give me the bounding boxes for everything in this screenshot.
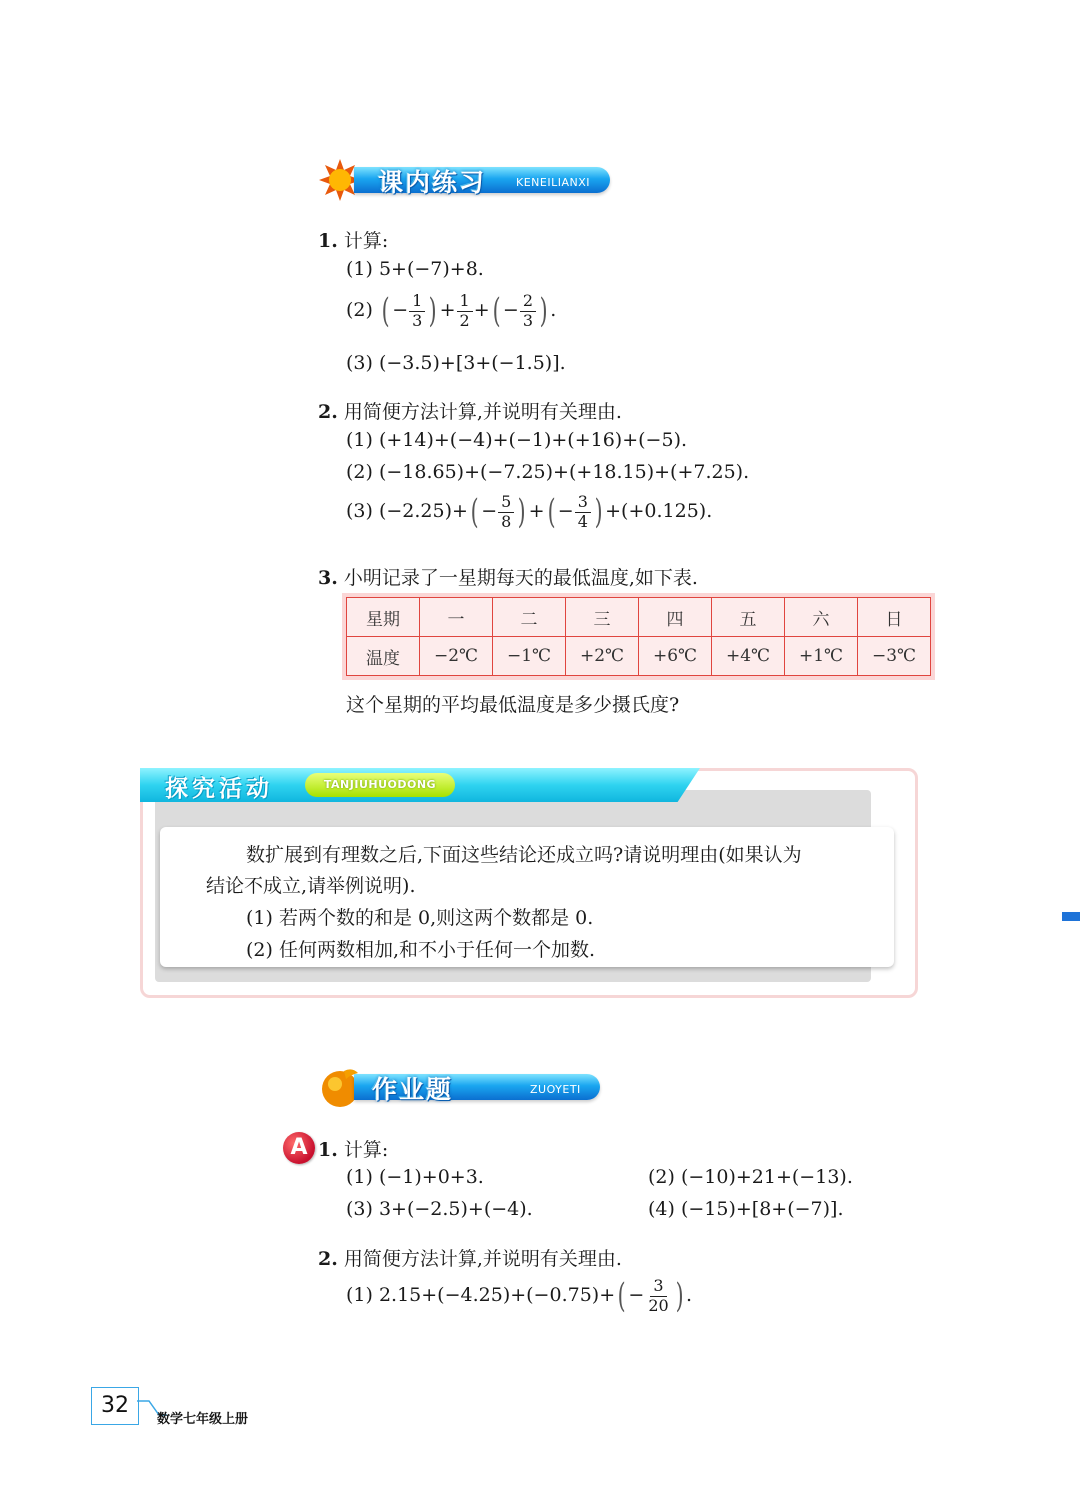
temperature-table <box>346 597 931 676</box>
activity-line-2: 结论不成立,请举例说明). <box>206 875 416 897</box>
exercise-2 <box>318 397 622 424</box>
question-number: 2. <box>318 401 338 423</box>
table-cell: +4℃ <box>712 637 785 676</box>
fraction: $\frac{2}{3}$ <box>520 292 536 330</box>
activity-subtitle: TANJIUHUODONG <box>305 773 455 797</box>
table-row <box>347 637 931 676</box>
level-a-badge: A <box>283 1132 315 1164</box>
book-title: 数学七年级上册 <box>157 1412 249 1427</box>
exercise-2-item-1: (1) (+14)+(−4)+(−1)+(+16)+(−5). <box>346 429 688 451</box>
fraction: $\frac{5}{8}$ <box>498 493 514 531</box>
section-banner-zuoyeti <box>318 1070 603 1104</box>
table-cell: 星期 <box>347 598 420 637</box>
homework-1-item-1: (1) (−1)+0+3. <box>346 1166 484 1188</box>
table-row <box>347 598 931 637</box>
activity-line-4: (2) 任何两数相加,和不小于任何一个加数. <box>246 939 596 961</box>
section-subtitle: ZUOYETI <box>530 1083 581 1096</box>
table-cell: +6℃ <box>639 637 712 676</box>
section-subtitle: KENEILIANXI <box>516 176 590 189</box>
exercise-1-item-2: (2) ( − $\frac{1}{3}$ ) + $\frac{1}{2}$ +( − $\frac{2}{3}$ ) . <box>346 291 557 331</box>
exercise-3 <box>318 563 698 590</box>
homework-1-item-3: (3) 3+(−2.5)+(−4). <box>346 1198 533 1220</box>
table-cell: +1℃ <box>785 637 858 676</box>
exercise-1-item-1: (1) 5+(−7)+8. <box>346 258 484 280</box>
exercise-2-item-3: (3) (−2.25)+( − $\frac{5}{8}$ ) +( − $\frac{3}{4}$ ) +(+0.125). <box>346 492 713 532</box>
homework-2 <box>318 1244 622 1271</box>
table-cell: 二 <box>493 598 566 637</box>
table-cell: 三 <box>566 598 639 637</box>
table-cell: −3℃ <box>858 637 931 676</box>
item-label: (2) <box>346 299 379 321</box>
question-number: 1. <box>318 230 338 252</box>
fraction: $\frac{3}{20}$ <box>648 1276 669 1315</box>
table-cell: 日 <box>858 598 931 637</box>
table-cell: 温度 <box>347 637 420 676</box>
table-cell: 五 <box>712 598 785 637</box>
homework-1 <box>318 1135 388 1162</box>
page-number: 32 <box>91 1387 139 1425</box>
homework-2-item-1: (1) 2.15+(−4.25)+(−0.75)+( − $\frac{3}{20}$ ) . <box>346 1276 692 1316</box>
table-cell: −2℃ <box>420 637 493 676</box>
question-text: 小明记录了一星期每天的最低温度,如下表. <box>343 567 698 589</box>
exercise-1 <box>318 226 388 253</box>
table-cell: 六 <box>785 598 858 637</box>
activity-title: 探究活动 <box>165 776 273 802</box>
question-text: 计算: <box>343 1139 389 1161</box>
section-title: 作业题 <box>372 1075 454 1104</box>
table-cell: 一 <box>420 598 493 637</box>
fraction: $\frac{1}{2}$ <box>457 292 473 330</box>
fraction: $\frac{1}{3}$ <box>409 292 425 330</box>
exercise-3-question: 这个星期的平均最低温度是多少摄氏度? <box>346 694 680 716</box>
question-text: 用简便方法计算,并说明有关理由. <box>343 1248 622 1270</box>
question-number: 2. <box>318 1248 338 1270</box>
question-text: 用简便方法计算,并说明有关理由. <box>343 401 622 423</box>
page-edge-tab <box>1062 912 1080 921</box>
exercise-1-item-3: (3) (−3.5)+[3+(−1.5)]. <box>346 352 566 374</box>
table-cell: 四 <box>639 598 712 637</box>
table-cell: −1℃ <box>493 637 566 676</box>
activity-line-3: (1) 若两个数的和是 0,则这两个数都是 0. <box>246 907 594 929</box>
question-number: 1. <box>318 1139 338 1161</box>
table-cell: +2℃ <box>566 637 639 676</box>
homework-1-item-4: (4) (−15)+[8+(−7)]. <box>648 1198 844 1220</box>
item-label: (1) 2.15+(−4.25)+(−0.75)+ <box>346 1284 616 1306</box>
item-tail: +(+0.125). <box>605 500 713 522</box>
fraction: $\frac{3}{4}$ <box>575 493 591 531</box>
question-number: 3. <box>318 567 338 589</box>
item-label: (3) (−2.25)+ <box>346 500 468 522</box>
section-banner-keneilianxi <box>318 163 613 197</box>
activity-line-1: 数扩展到有理数之后,下面这些结论还成立吗?请说明理由(如果认为 <box>246 844 802 866</box>
section-title: 课内练习 <box>378 168 487 197</box>
homework-1-item-2: (2) (−10)+21+(−13). <box>648 1166 853 1188</box>
exercise-2-item-2: (2) (−18.65)+(−7.25)+(+18.15)+(+7.25). <box>346 461 750 483</box>
question-text: 计算: <box>343 230 389 252</box>
